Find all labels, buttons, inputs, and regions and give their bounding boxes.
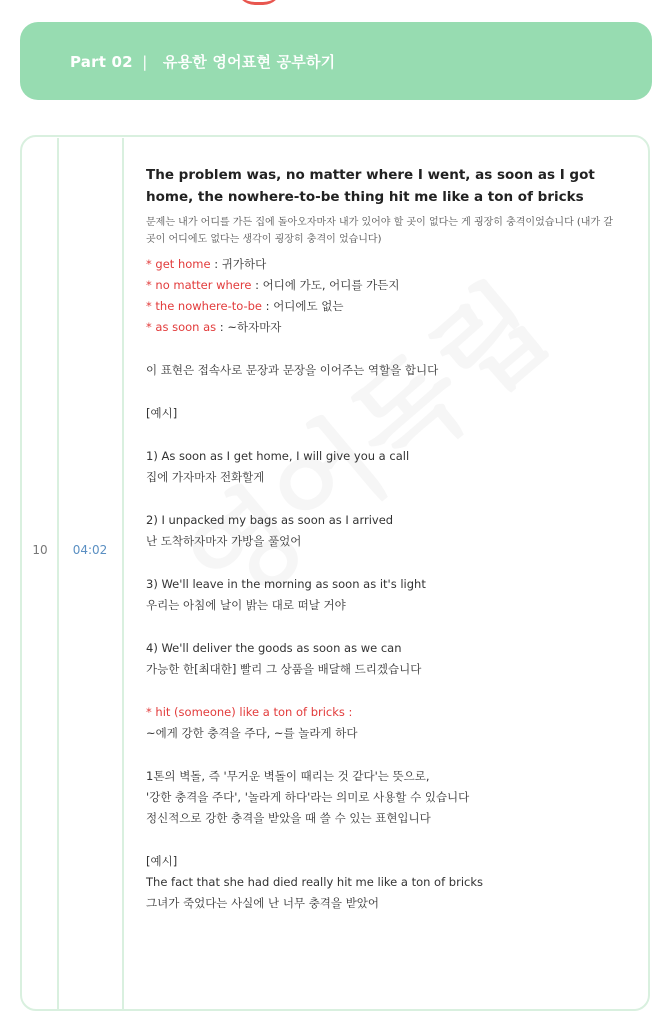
example-english: 1) As soon as I get home, I will give you a call — [146, 449, 410, 463]
explanation-line: '강한 충격을 주다', '놀라게 하다'라는 의미로 사용할 수 있습니다 — [146, 790, 470, 804]
idiom-key: * hit (someone) like a ton of bricks : — [146, 705, 353, 719]
headline-sentence: The problem was, no matter where I went, as soon as I got home, the nowhere-to-be thing hit me like a ton of bricks — [146, 167, 595, 205]
example-korean: 가능한 한[최대한] 빨리 그 상품을 배달해 드리겠습니다 — [146, 662, 422, 676]
banner-part: Part 02 — [70, 52, 133, 71]
headline-translation: 문제는 내가 어디를 가든 집에 돌아오자마자 내가 있어야 할 곳이 없다는 게 굉장히 충격이었습니다 (내가 갈 곳이 어디에도 없다는 생각이 굉장히 충격이 었습니다) — [146, 217, 613, 245]
example-english: 4) We'll deliver the goods as soon as we can — [146, 641, 402, 655]
explanation-line: 정신적으로 강한 충격을 받았을 때 쓸 수 있는 표현입니다 — [146, 811, 431, 825]
vocab-meaning: : 어디에 가도, 어디를 가든지 — [251, 278, 400, 292]
example-korean: 집에 가자마자 전화할게 — [146, 470, 265, 484]
example-item — [146, 446, 616, 488]
row-number: 10 — [32, 543, 48, 557]
example-english: The fact that she had died really hit me like a ton of bricks — [146, 875, 483, 889]
example-item — [146, 638, 616, 680]
vocab-item — [146, 296, 616, 317]
explanation-text: 이 표현은 접속사로 문장과 문장을 이어주는 역할을 합니다 — [146, 363, 439, 377]
vocab-item — [146, 275, 616, 296]
example-english: 2) I unpacked my bags as soon as I arrived — [146, 513, 394, 527]
vocab-item — [146, 254, 616, 275]
example-korean: 난 도착하자마자 가방을 풀었어 — [146, 534, 302, 548]
timestamp-link[interactable]: 04:02 — [72, 543, 108, 557]
column-divider — [57, 138, 59, 1010]
explanation-line: 1톤의 벽돌, 즉 '무거운 벽돌이 때리는 것 같다'는 뜻으로, — [146, 769, 430, 783]
vocab-meaning: : ~하자마자 — [216, 320, 282, 334]
example-english: 3) We'll leave in the morning as soon as it's light — [146, 577, 426, 591]
banner-heading: 유용한 영어표현 공부하기 — [162, 52, 336, 71]
vocab-meaning: : 귀가하다 — [210, 257, 267, 271]
vocab-item — [146, 317, 616, 338]
vocab-key: * get home — [146, 257, 211, 271]
example-korean: 우리는 아침에 날이 밝는 대로 떠날 거야 — [146, 598, 346, 612]
example-label: [예시] — [146, 406, 178, 420]
example-item — [146, 574, 616, 616]
example-label: [예시] — [146, 854, 178, 868]
top-decoration — [236, 0, 282, 5]
example-korean: 그녀가 죽었다는 사실에 난 너무 충격을 받았어 — [146, 896, 380, 910]
vocab-key: * no matter where — [146, 278, 252, 292]
vocab-meaning: : 어디에도 없는 — [262, 299, 344, 313]
vocab-key: * the nowhere-to-be — [146, 299, 263, 313]
banner-separator: | — [142, 52, 148, 71]
lesson-content — [146, 164, 616, 914]
vocab-key: * as soon as — [146, 320, 217, 334]
example-item — [146, 510, 616, 552]
idiom-meaning: ~에게 강한 충격을 주다, ~를 놀라게 하다 — [146, 726, 358, 740]
column-divider — [122, 138, 124, 1010]
banner-title — [70, 51, 335, 72]
vocab-list — [146, 254, 616, 338]
section-banner — [20, 22, 652, 100]
